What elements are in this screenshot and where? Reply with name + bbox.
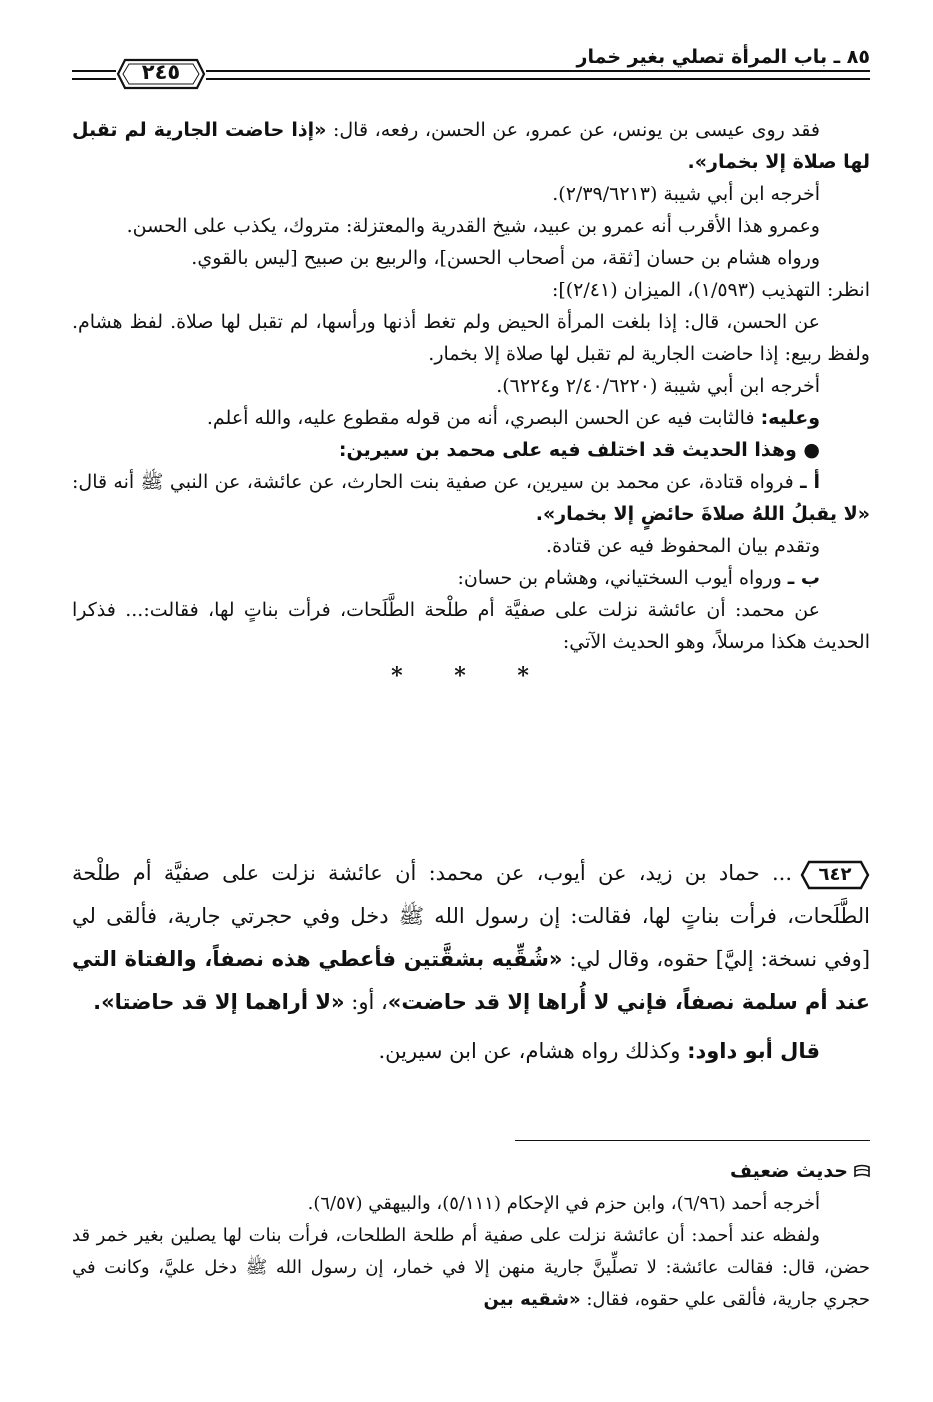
section-separator: * * *	[391, 663, 551, 689]
text-span: فقد روى عيسى بن يونس، عن عمرو، عن الحسن، رفعه، قال:	[326, 119, 821, 141]
text-span: وكذلك رواه هشام، عن ابن سيرين.	[378, 1039, 688, 1063]
paragraph: أخرجه ابن أبي شيبة (٢/٣٩/٦٢١٣).	[552, 183, 820, 205]
hadith-text	[72, 852, 870, 1024]
grade-heading	[72, 1155, 870, 1188]
paragraph: ورواه هشام بن حسان [ثقة، من أصحاب الحسن]، والربيع بن صبيح [ليس بالقوي.	[191, 247, 820, 269]
page-header	[60, 40, 870, 100]
hadith-quote: «شقيه بين	[483, 1289, 581, 1310]
item-label: ب ـ	[787, 567, 820, 589]
narrator-label: قال أبو داود:	[687, 1039, 820, 1063]
footnote-divider	[515, 1140, 870, 1141]
paragraph	[72, 1220, 870, 1316]
hadith-quote: «شُقِّيه بشقَّتين فأعطي هذه نصفاً، والفتاة التي عند أم سلمة نصفاً، فإني لا أُراها إلا قد حاضت»	[72, 947, 870, 1014]
hadith-quote: «لا يقبلُ اللهُ صلاةَ حائضٍ إلا بخمار».	[535, 503, 870, 525]
paragraph: عن الحسن، قال: إذا بلغت المرأة الحيض ولم تغط أذنها ورأسها، لم تقبل لها صلاة. لفظ هشام. ولفظ ربيع: إذا حاضت الجارية لم تقبل لها صلاة إلا بخمار.	[72, 311, 870, 365]
hadith-number: ٦٤٢	[818, 863, 852, 885]
paragraph	[72, 402, 870, 434]
page-number: ٢٤٥	[141, 60, 181, 84]
text-span: ... حماد بن زيد، عن أيوب، عن محمد: أن عائشة نزلت على صفيَّة أم طلْحة الطَّلَحات، فرأت بناتٍ لها، فقالت: إن رسول الله ﷺ دخل وفي حجرتي جارية، فألقى لي [وفي نسخة: إليَّ] حقوه، وقال لي:	[72, 861, 871, 971]
header-rule-right	[206, 70, 870, 80]
hadith-quote: «إذا حاضت الجارية لم تقبل لها صلاة إلا بخمار».	[72, 119, 870, 173]
footnote-section	[72, 1155, 870, 1316]
text-span: ولفظه عند أحمد: أن عائشة نزلت على صفية أم طلحة الطلحات، فرأت بنات لها يصلين بغير خمر قد حضن، قال: فقالت عائشة: لا تصلِّينَّ جارية منهن إلا في خمار، إن رسول الله ﷺ دخل عليَّ، وكانت في حجري جارية، فألقى علي حقوه، فقال:	[72, 1225, 870, 1310]
text-span: فالثابت فيه عن الحسن البصري، أنه من قوله مقطوع عليه، والله أعلم.	[206, 407, 761, 429]
hadith-block	[72, 852, 870, 1073]
hadith-grade: حديث ضعيف	[730, 1160, 848, 1182]
hadith-quote: «لا أراهما إلا قد حاضتا».	[93, 990, 345, 1014]
text-span: ، أو:	[344, 990, 388, 1014]
paragraph: انظر: التهذيب (١/٥٩٣)، الميزان (٢/٤١)]:	[551, 279, 870, 301]
hadith-number-badge	[800, 860, 870, 890]
paragraph: أخرجه ابن أبي شيبة (٢/٤٠/٦٢٢٠ و٦٢٢٤).	[496, 375, 820, 397]
conclusion-label: وعليه:	[760, 407, 820, 429]
paragraph	[72, 562, 870, 594]
item-label: أ ـ	[800, 471, 821, 493]
header-rule-left	[72, 70, 116, 80]
paragraph: وتقدم بيان المحفوظ فيه عن قتادة.	[546, 535, 820, 557]
book-icon	[854, 1163, 870, 1179]
paragraph: عن محمد: أن عائشة نزلت على صفيَّة أم طلْحة الطَّلَحات، فرأت بناتٍ لها، فقالت:... فذكرا الحديث هكذا مرسلاً، وهو الحديث الآتي:	[72, 599, 870, 653]
chapter-title: ٨٥ ـ باب المرأة تصلي بغير خمار	[576, 46, 870, 68]
main-text	[72, 114, 870, 696]
paragraph	[72, 114, 870, 178]
text-span: ورواه أيوب السختياني، وهشام بن حسان:	[457, 567, 788, 589]
paragraph	[72, 466, 870, 530]
text-span: فرواه قتادة، عن محمد بن سيرين، عن صفية بنت الحارث، عن عائشة، عن النبي ﷺ أنه قال:	[72, 471, 801, 493]
paragraph: وعمرو هذا الأقرب أنه عمرو بن عبيد، شيخ القدرية والمعتزلة: متروك، يكذب على الحسن.	[126, 215, 820, 237]
page-number-badge	[115, 57, 207, 91]
section-heading: ● وهذا الحديث قد اختلف فيه على محمد بن سيرين:	[338, 439, 820, 461]
paragraph	[72, 1030, 870, 1073]
paragraph: أخرجه أحمد (٦/٩٦)، وابن حزم في الإحكام (٥/١١١)، والبيهقي (٦/٥٧).	[307, 1193, 820, 1214]
